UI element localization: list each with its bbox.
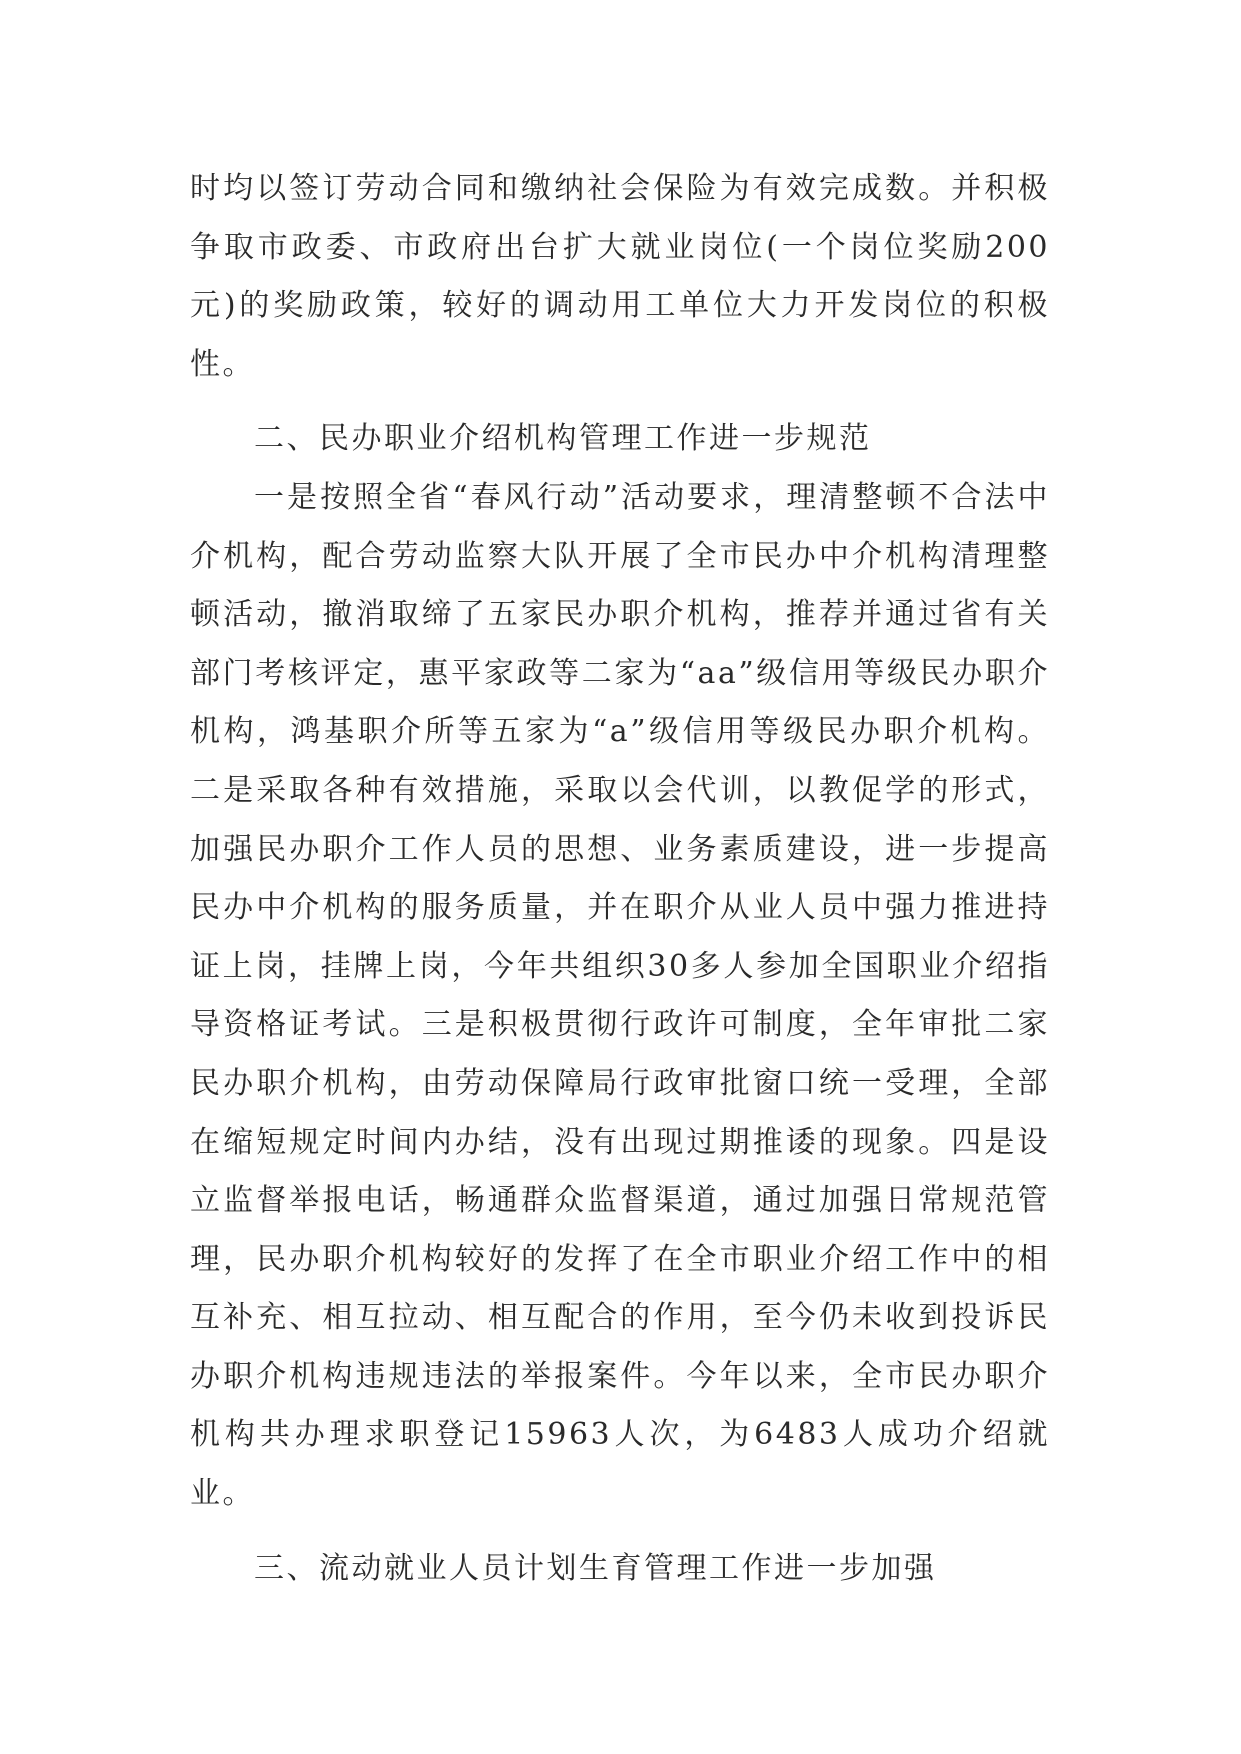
paragraph-continuation: 时均以签订劳动合同和缴纳社会保险为有效完成数。并积极争取市政委、市政府出台扩大就业岗位(一个岗位奖励200元)的奖励政策，较好的调动用工单位大力开发岗位的积极性。	[190, 171, 1050, 382]
section-heading-3: 三、流动就业人员计划生育管理工作进一步加强	[254, 1550, 937, 1586]
section-heading-2: 二、民办职业介绍机构管理工作进一步规范	[254, 421, 872, 457]
paragraph-section-2-body: 一是按照全省“春风行动”活动要求，理清整顿不合法中介机构，配合劳动监察大队开展了全市民办中介机构清理整顿活动，撤消取缔了五家民办职介机构，推荐并通过省有关部门考核评定，惠平家政等二家为“aa”级信用等级民办职介机构，鸿基职介所等五家为“a”级信用等级民办职介机构。二是采取各种有效措施，采取以会代训，以教促学的形式，加强民办职介工作人员的思想、业务素质建设，进一步提高民办中介机构的服务质量，并在职介从业人员中强力推进持证上岗，挂牌上岗，今年共组织30多人参加全国职业介绍指导资格证考试。三是积极贯彻行政许可制度，全年审批二家民办职介机构，由劳动保障局行政审批窗口统一受理，全部在缩短规定时间内办结，没有出现过期推诿的现象。四是设立监督举报电话，畅通群众监督渠道，通过加强日常规范管理，民办职介机构较好的发挥了在全市职业介绍工作中的相互补充、相互拉动、相互配合的作用，至今仍未收到投诉民办职介机构违规违法的举报案件。今年以来，全市民办职介机构共办理求职登记15963人次，为6483人成功介绍就业。	[190, 479, 1050, 1512]
document-body	[190, 160, 1050, 1598]
